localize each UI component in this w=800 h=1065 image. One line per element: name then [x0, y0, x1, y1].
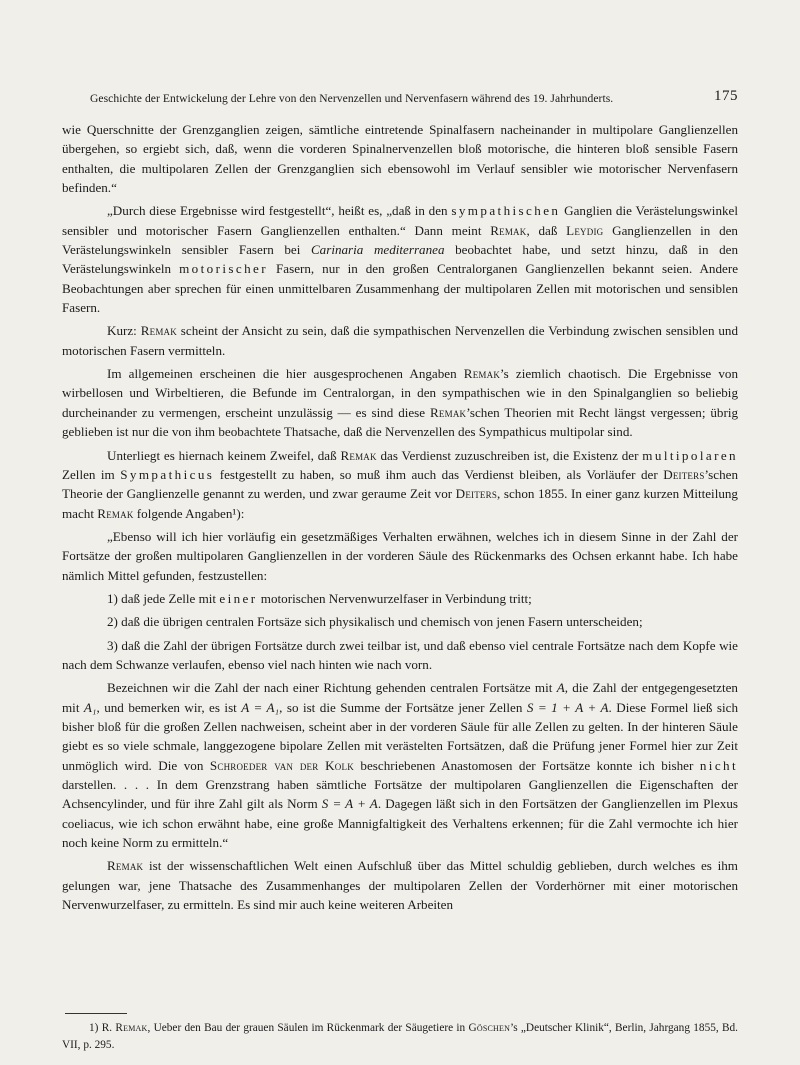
text-run: folgende Angaben¹):: [133, 505, 245, 521]
text-run: , schon 1855. In einer ganz kurzen Mitteilung macht: [62, 486, 738, 521]
paragraph-3: [62, 321, 738, 360]
text-run: Fasern, nur in den großen Centralorganen Ganglienzellen bekannt seien. Andere Beobachtungen aber sprechen für einen unmittelbaren Zusammenhang der multipolaren Zellen mit motorischen und sensiblen Fasern.: [62, 261, 739, 316]
species-name: Carinaria mediterranea: [310, 242, 445, 258]
text-run: ’schen Theorie der Ganglienzelle genannt zu werden, und zwar geraume Zeit vor: [62, 466, 738, 502]
paragraph-1: wie Querschnitte der Grenzganglien zeigen, sämtliche eintretende Spinalfasern nacheinander in multipolare Ganglienzellen übergehen, so ergiebt sich, daß, wenn die vorderen Spinalnervenzellen bloß motorische, die hinteren bloß sensible Fasern enthalten, die multipolaren Zellen der Grenzganglien sich ebensowohl im Verlauf sensibler wie motorischer Nervenfasern befinden.“: [62, 122, 738, 196]
spaced-emphasis: nicht: [699, 757, 739, 773]
text-run: beschriebenen Anastomosen der Fortsätze konnte ich bisher: [353, 757, 700, 773]
author-name: Schroeder van der Kolk: [209, 757, 354, 773]
formula-symbol: A₁: [83, 699, 97, 715]
body-text: [62, 120, 738, 918]
author-name: Remak: [430, 404, 467, 420]
footnote: [62, 1020, 738, 1053]
spaced-emphasis: Sympathicus: [120, 466, 215, 482]
text-run: . Dagegen läßt sich in den Fortsätzen der Ganglienzellen im Plexus coeliacus, wie ich schon erwähnt habe, eine große Mannigfaltigkeit des Verhaltens erkennen; für die Zahl vermochte ich hier noch keine Norm zu ermitteln.“: [62, 796, 738, 851]
formula: S = 1 + A + A: [526, 699, 609, 715]
spaced-emphasis: einer: [219, 590, 258, 606]
author-name: Remak: [490, 222, 527, 238]
text-run: Unterliegt es hiernach keinem Zweifel, daß: [107, 447, 341, 463]
author-name: Deiters: [455, 486, 498, 502]
formula-symbol: A: [556, 680, 565, 696]
paragraph-4: [62, 364, 738, 441]
text-run: motorischen Nervenwurzelfaser in Verbindung tritt;: [257, 590, 532, 606]
text-run: das Verdienst zuzuschreiben ist, die Existenz der: [376, 447, 643, 463]
text-run: darstellen. . . . In dem Grenzstrang haben sämtliche Fortsätze der multipolaren Ganglienzellen die Eigenschaften der Achsencylinder, und für ihre Zahl gilt als Norm: [62, 777, 738, 812]
text-run: Ganglienzellen in den Verästelungswinkeln sensibler Fasern bei: [62, 222, 738, 258]
text-run: , so ist die Summe der Fortsätze jener Zellen: [279, 699, 527, 715]
author-name: Remak: [463, 366, 501, 382]
text-run: beobachtet habe, und setzt hinzu, daß in den Verästelungswinkeln: [62, 242, 738, 277]
author-name: Deiters: [663, 466, 705, 482]
list-item-3: 3) daß die Zahl der übrigen Fortsätze durch zwei teilbar ist, und daß ebenso viel centrale Fortsätze nach dem Kopfe wie nach dem Schwanze verlaufen, ebenso viel nach hinten wie nach vorn.: [62, 637, 738, 672]
author-name: Leydig: [566, 222, 604, 238]
text-run: ist der wissenschaftlichen Welt einen Aufschluß über das Mittel schuldig geblieben, durch welches es ihm gelungen war, jene Thatsache des Zusammenhanges der multipolaren Zellen der Vorderhörner mit einer motorischen Nervenwurzelfaser, zu ermitteln. Es sind mir auch keine weiteren Arbeiten: [62, 858, 738, 913]
text-run: Ganglien die Verästelungswinkel sensibler und motorischer Fasern Ganglienzellen enthalten.“ Dann meint: [62, 203, 738, 238]
author-name: Remak: [97, 505, 134, 521]
paragraph-2: [62, 201, 738, 317]
paragraph-7: [62, 678, 738, 852]
text-run: , und bemerken wir, es ist: [96, 699, 242, 715]
list-item-2: 2) daß die übrigen centralen Fortsäze sich physikalisch und chemisch von jenen Fasern unterscheiden;: [107, 614, 643, 630]
text-run: Kurz:: [107, 323, 141, 339]
text-run: 1) daß jede Zelle mit: [107, 590, 220, 606]
text-run: 1) R.: [89, 1022, 116, 1034]
spaced-emphasis: motorischer: [179, 261, 269, 277]
author-name: Remak: [115, 1022, 148, 1034]
text-run: ’s „Deutscher Klinik“, Berlin, Jahrgang 1855, Bd. VII, p. 295.: [62, 1022, 739, 1051]
paragraph-5: [62, 446, 738, 523]
page-number: 175: [714, 88, 738, 104]
paragraph-8: [62, 856, 738, 914]
text-run: Im allgemeinen erscheinen die hier ausgesprochenen Angaben: [107, 366, 464, 382]
spaced-emphasis: multipolaren: [642, 447, 738, 463]
footnote-rule: [65, 1013, 127, 1014]
author-name: Remak: [340, 447, 377, 463]
formula: A = A₁: [241, 699, 280, 715]
text-run: Zellen im: [62, 466, 121, 482]
text-run: ’s ziemlich chaotisch. Die Ergebnisse von wirbellosen und Wirbeltieren, die Befunde im Centralorgan, in den sympathischen wie in den Spinalganglien so beliebig durcheinander zu vermengen, erscheint unzulässig — es sind diese: [62, 366, 738, 420]
text-run: festgestellt zu haben, so muß ihm auch das Verdienst bleiben, als Vorläufer der: [214, 466, 664, 482]
text-run: , Ueber den Bau der grauen Säulen im Rückenmark der Säugetiere in: [147, 1022, 469, 1034]
text-run: , daß: [526, 222, 567, 238]
paragraph-6: „Ebenso will ich hier vorläufig ein gesetzmäßiges Verhalten erwähnen, welches ich in diesem Sinne in der Zahl der Fortsätze der großen multipolaren Ganglienzellen in der vorderen Säule des Rückenmarks des Ochsen erkannt habe. Ich habe nämlich Mittel gefunden, festzustellen:: [62, 528, 738, 583]
list-item-1: [62, 589, 738, 608]
running-header: Geschichte der Entwickelung der Lehre von den Nervenzellen und Nervenfasern während des 19. Jahrhunderts.: [90, 92, 614, 105]
formula: S = A + A: [321, 796, 378, 812]
text-run: „Durch diese Ergebnisse wird festgestellt“, heißt es, „daß in den: [107, 203, 452, 219]
text-run: Bezeichnen wir die Zahl der nach einer Richtung gehenden centralen Fortsätze mit: [107, 680, 557, 696]
text-run: scheint der Ansicht zu sein, daß die sympathischen Nervenzellen die Verbindung zwischen sensiblen und motorischen Fasern vermitteln.: [62, 323, 739, 358]
author-name: Remak: [107, 858, 144, 874]
spaced-emphasis: sympathischen: [451, 203, 561, 219]
text-run: . Diese Formel ließ sich bisher bloß für die großen Zellen nachweisen, scheint aber in der vorderen Säule für alle Zellen zu gelten. In der hinteren Säule giebt es so viele schmale, langgezogene bipolare Zellen mit verästelten Fortsätzen, daß die Prüfung jener Formel hier zur Zeit unmöglich wird. Die von: [62, 699, 739, 773]
footnote-1: [62, 1020, 738, 1053]
author-name: Göschen: [468, 1022, 511, 1034]
text-run: , die Zahl der entgegengesetzten mit: [62, 680, 738, 715]
author-name: Remak: [140, 323, 177, 339]
text-run: ’schen Theorien mit Recht längst vergessen; übrig geblieben ist nur die von ihm beobachtete Thatsache, daß die Nervenzellen des Sympathicus multipolar sind.: [62, 404, 739, 440]
